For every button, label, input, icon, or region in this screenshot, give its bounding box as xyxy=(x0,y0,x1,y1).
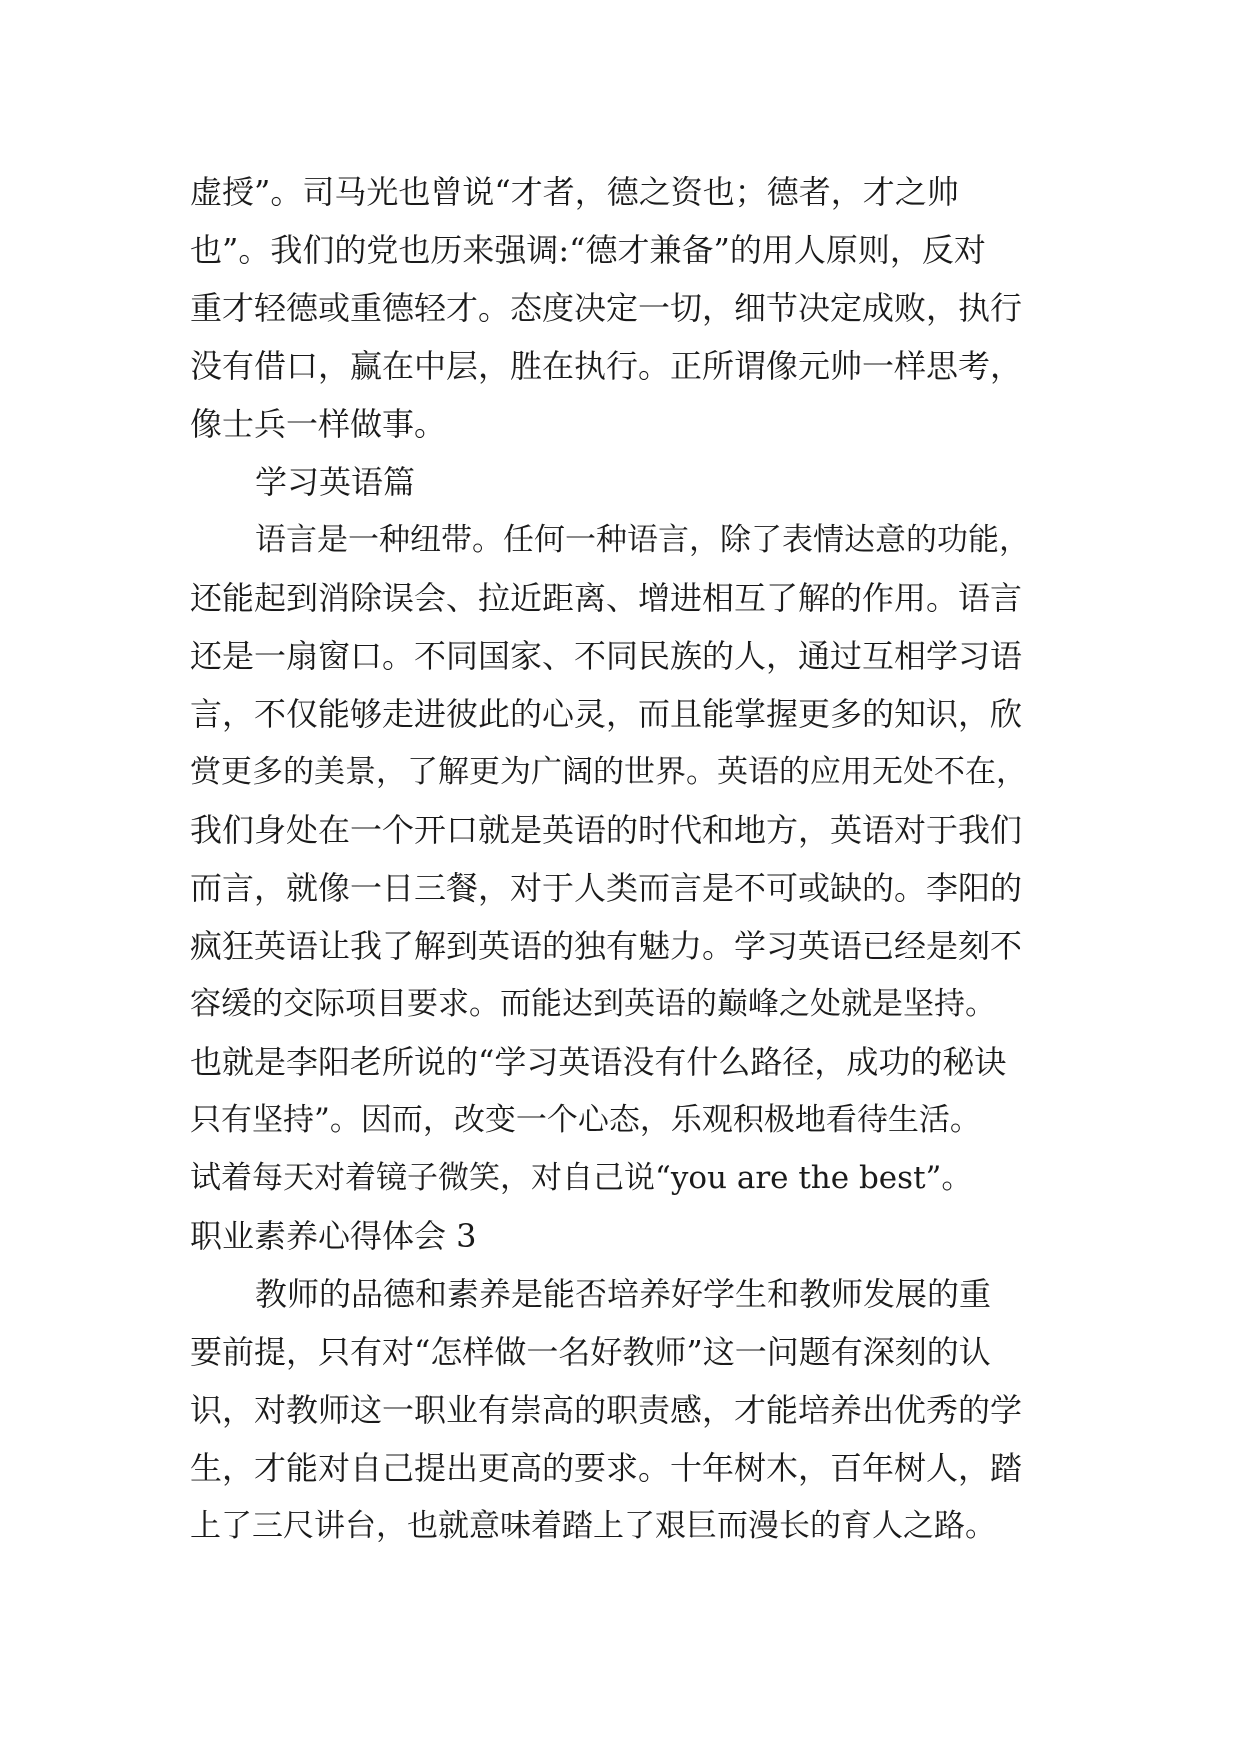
body-line: 也”。我们的党也历来强调:“德才兼备”的用人原则，反对 xyxy=(190,231,986,269)
section-heading: 学习英语篇 xyxy=(255,463,416,501)
body-line: 上了三尺讲台，也就意味着踏上了艰巨而漫长的育人之路。 xyxy=(190,1508,996,1544)
body-line: 重才轻德或重德轻才。态度决定一切，细节决定成败，执行 xyxy=(190,289,1023,327)
section-heading: 职业素养心得体会 3 xyxy=(190,1217,477,1255)
body-line: 试着每天对着镜子微笑，对自己说“you are the best”。 xyxy=(190,1160,973,1196)
body-line: 而言，就像一日三餐，对于人类而言是不可或缺的。李阳的 xyxy=(190,869,1023,907)
body-line: 也就是李阳老所说的“学习英语没有什么路径，成功的秘诀 xyxy=(190,1043,1007,1081)
body-line: 我们身处在一个开口就是英语的时代和地方，英语对于我们 xyxy=(190,811,1023,849)
body-line: 识，对教师这一职业有崇高的职责感，才能培养出优秀的学 xyxy=(190,1391,1023,1429)
body-line: 语言是一种纽带。任何一种语言，除了表情达意的功能， xyxy=(255,522,1030,558)
body-line: 像士兵一样做事。 xyxy=(190,405,447,443)
body-line: 疯狂英语让我了解到英语的独有魅力。学习英语已经是刻不 xyxy=(190,927,1023,965)
body-line: 容缓的交际项目要求。而能达到英语的巅峰之处就是坚持。 xyxy=(190,986,996,1022)
body-line: 赏更多的美景，了解更为广阔的世界。英语的应用无处不在， xyxy=(190,754,1027,790)
body-line: 教师的品德和素养是能否培养好学生和教师发展的重 xyxy=(255,1275,992,1313)
body-line: 要前提，只有对“怎样做一名好教师”这一问题有深刻的认 xyxy=(190,1333,991,1371)
body-line: 还是一扇窗口。不同国家、不同民族的人，通过互相学习语 xyxy=(190,637,1023,675)
body-line: 言，不仅能够走进彼此的心灵，而且能掌握更多的知识，欣 xyxy=(190,695,1023,733)
body-line: 只有坚持”。因而，改变一个心态，乐观积极地看待生活。 xyxy=(190,1102,981,1138)
body-line: 没有借口，赢在中层，胜在执行。正所谓像元帅一样思考， xyxy=(190,347,1023,385)
body-line: 还能起到消除误会、拉近距离、增进相互了解的作用。语言 xyxy=(190,579,1023,617)
body-line: 虚授”。司马光也曾说“才者，德之资也；德者，才之帅 xyxy=(190,173,959,211)
body-line: 生，才能对自己提出更高的要求。十年树木，百年树人，踏 xyxy=(190,1449,1023,1487)
